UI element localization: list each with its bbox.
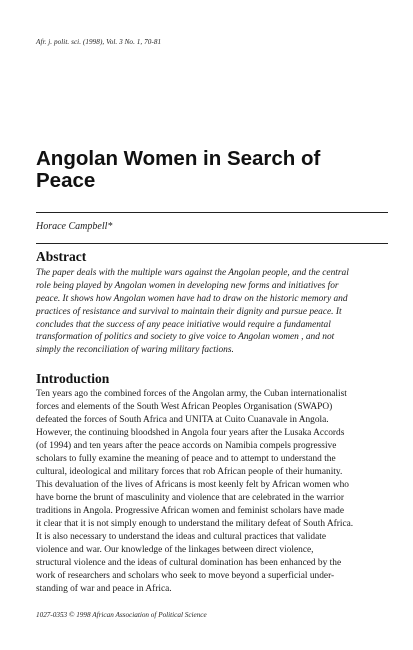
intro-line: forces and elements of the South West African Peoples Organisation (SWAPO) [36, 402, 333, 412]
intro-line: scholars to fully examine the meaning of peace and to attempt to understand the [36, 454, 336, 464]
abstract-heading: Abstract [36, 249, 87, 264]
abstract-line: The paper deals with the multiple wars against the Angolan people, and the central [36, 268, 349, 278]
introduction-body [36, 388, 392, 596]
intro-line: work of researchers and scholars who seek to move beyond a superficial under- [36, 571, 335, 581]
author-name: Horace Campbell* [36, 221, 113, 232]
intro-line: cultural, ideological and military forces that rob African people of their humanity. [36, 467, 343, 477]
abstract-line: role being played by Angolan women in developing new forms and initiatives for [36, 280, 339, 291]
intro-line: have borne the brunt of masculinity and violence that are celebrated in the warrior [36, 493, 344, 503]
top-rule [36, 212, 388, 213]
intro-line: However, the continuing bloodshed in Angola four years after the Lusaka Accords [36, 428, 345, 438]
article-title [36, 148, 366, 192]
introduction-heading: Introduction [36, 371, 110, 386]
intro-line: standing of war and peace in Africa. [36, 584, 172, 594]
intro-line: Ten years ago the combined forces of the Angolan army, the Cuban internationalist [36, 389, 347, 399]
intro-line: It is also necessary to understand the ideas and cultural practices that validate [36, 532, 326, 542]
abstract-body [36, 267, 392, 357]
abstract-line: concludes that the success of any peace initiative would require a fundamental [36, 319, 331, 330]
bottom-rule [36, 243, 388, 244]
intro-line: violence and war. Our knowledge of the linkages between direct violence, [36, 545, 314, 555]
intro-line: This devaluation of the lives of Africans is most keenly felt by African women who [36, 480, 349, 490]
title-line: Peace [36, 169, 96, 192]
intro-line: structural violence and the ideas of cultural domination has been enhanced by the [36, 558, 342, 568]
abstract-line: transformation of politics and society to give voice to Angolan women , and not [36, 332, 335, 343]
abstract-line: simply the reconciliation of waring military factions. [36, 345, 234, 356]
intro-line: (of 1994) and ten years after the peace accords on Namibia compels progressive [36, 441, 337, 451]
journal-reference: Afr. j. polit. sci. (1998), Vol. 3 No. 1, 70-81 [36, 38, 162, 46]
title-line: Angolan Women in Search of [36, 147, 321, 170]
intro-line: traditions in Angola. Progressive African women and feminist scholars have made [36, 506, 345, 516]
intro-line: it clear that it is not simply enough to understand the military defeat of South Africa. [36, 519, 354, 529]
abstract-line: peace. It shows how Angolan women have had to draw on the historic memory and [36, 293, 348, 304]
intro-line: defeated the forces of South Africa and UNITA at Cuito Cuanavale in Angola. [36, 415, 329, 425]
copyright-footer: 1027-0353 © 1998 African Association of Political Science [36, 611, 207, 619]
abstract-line: practices of resistance and survival to maintain their dignity and pursue peace. It [36, 306, 342, 317]
